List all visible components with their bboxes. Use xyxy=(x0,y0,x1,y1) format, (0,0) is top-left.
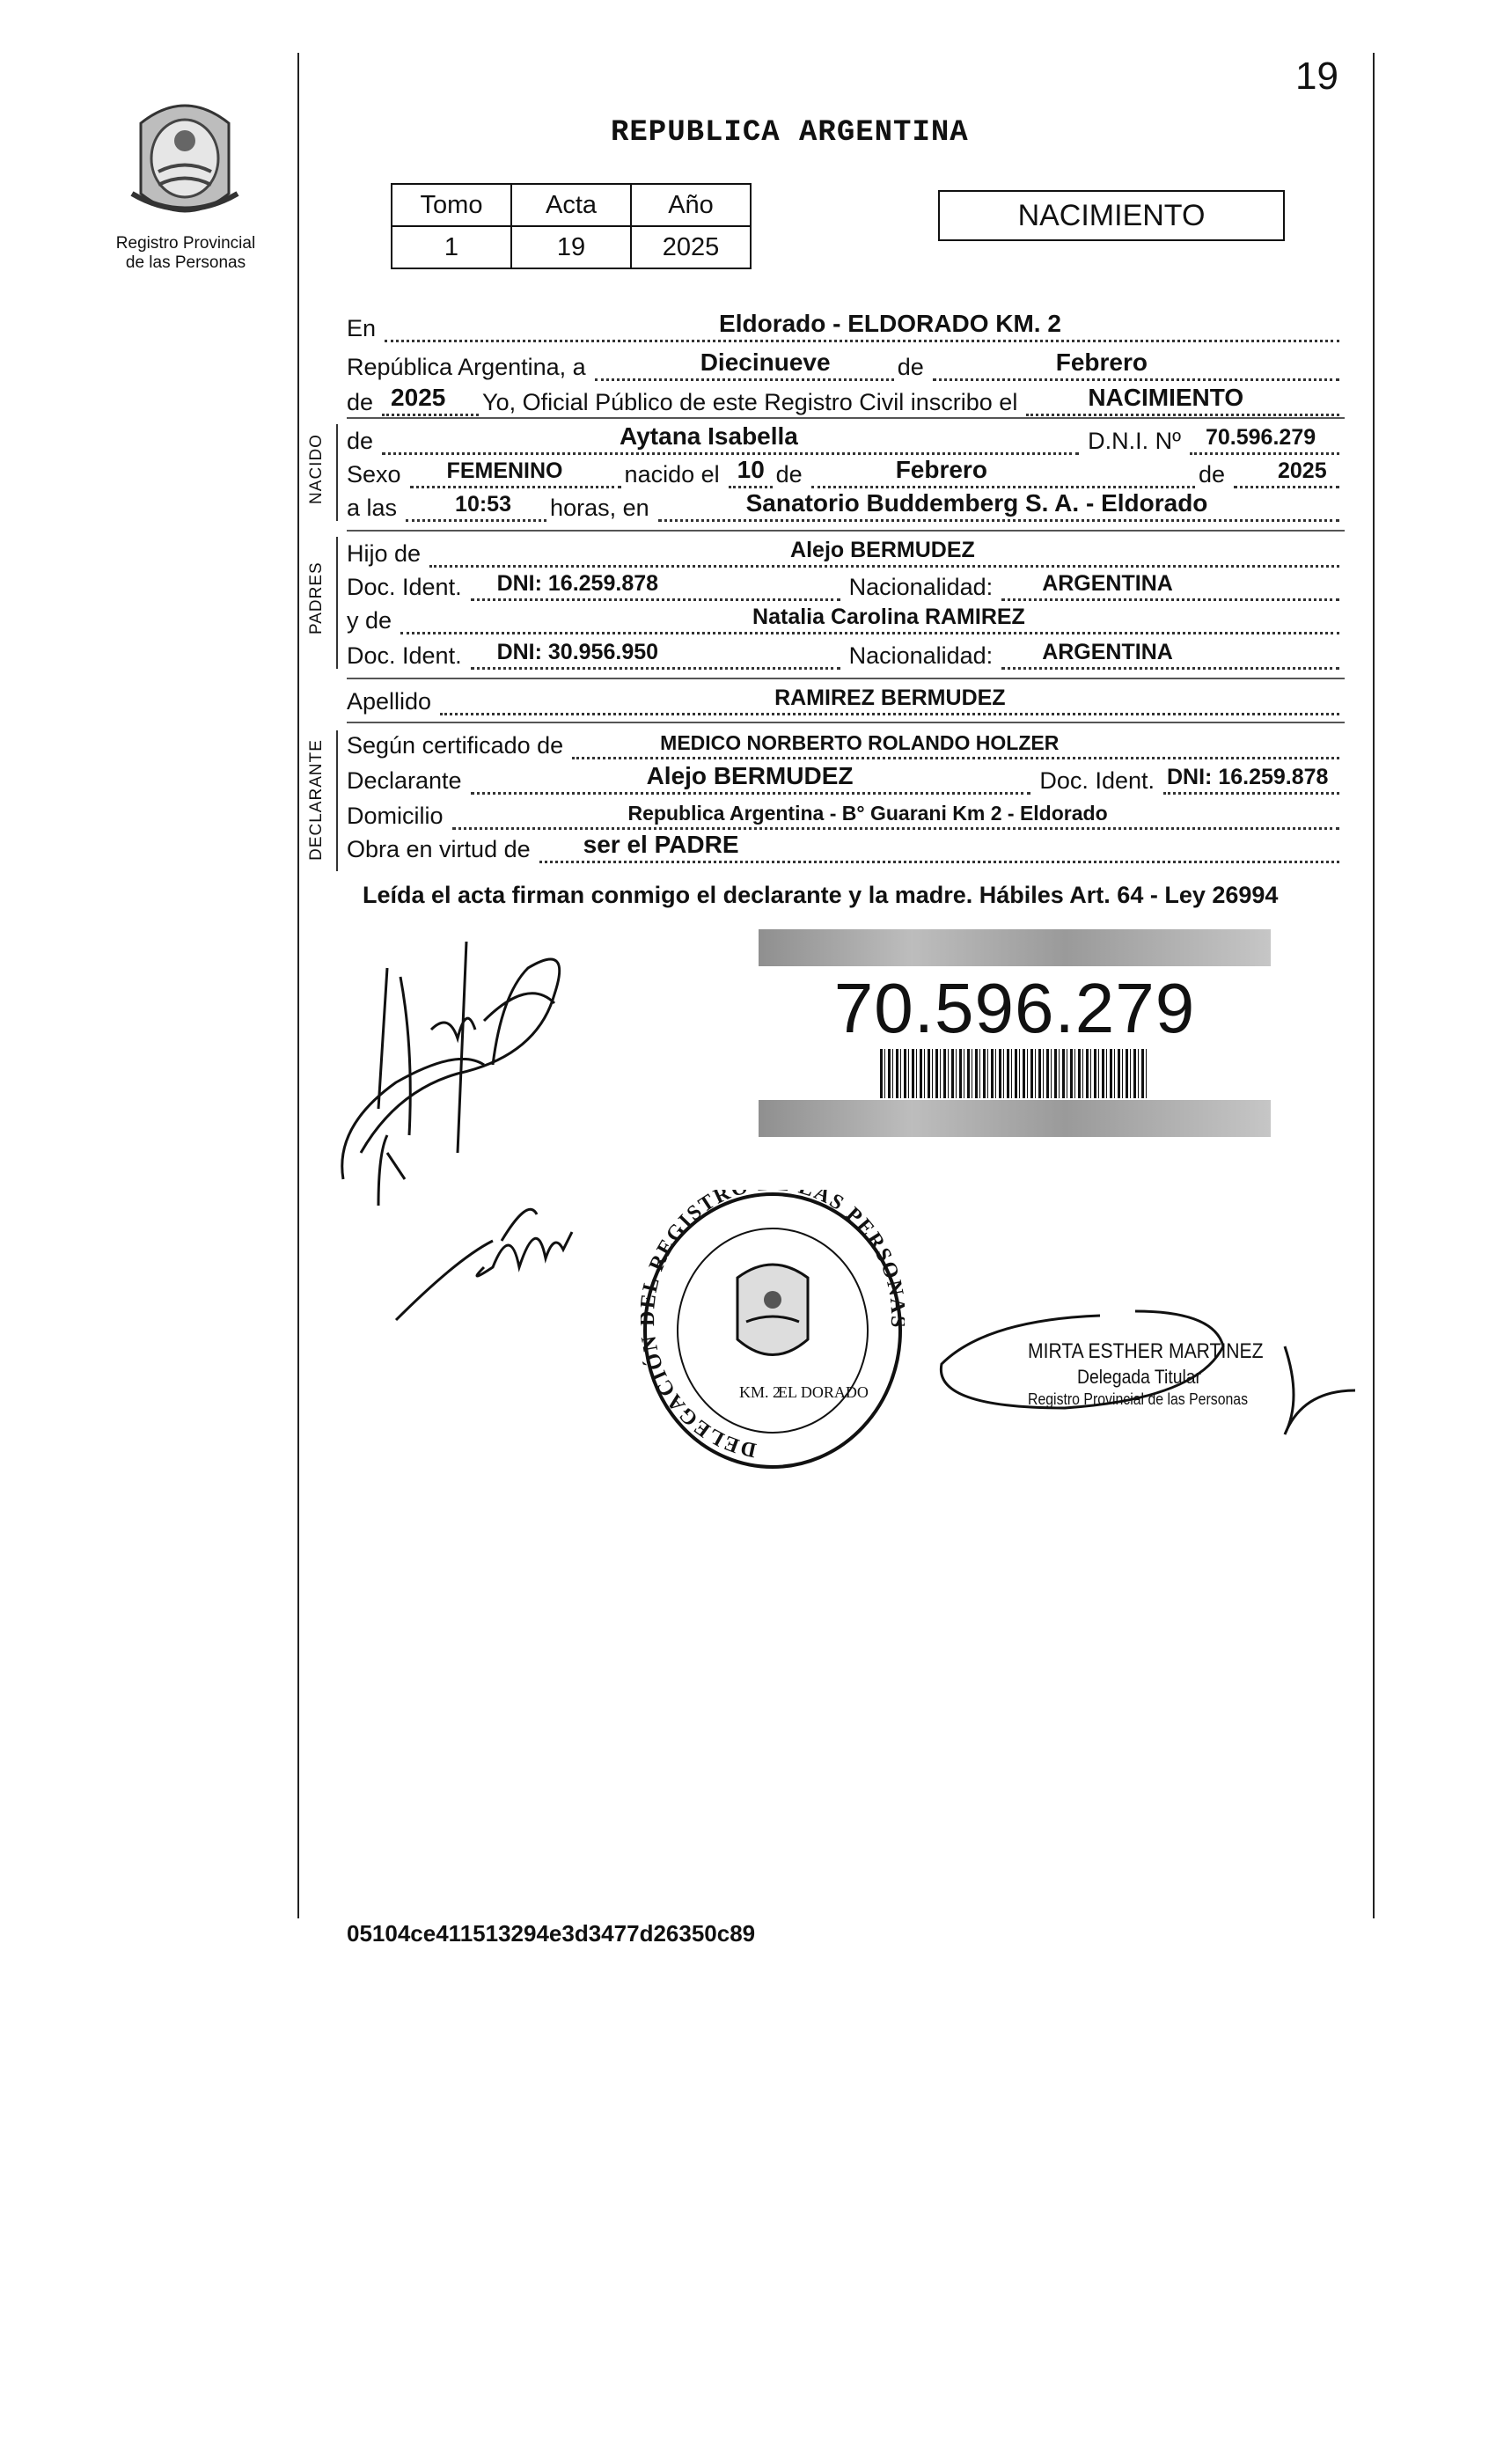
registry-name: Registro Provincial de las Personas xyxy=(115,234,256,272)
closing-note: Leída el acta firman conmigo el declarante y la madre. Hábiles Art. 64 - Ley 26994 xyxy=(363,882,1279,908)
separator-nacido xyxy=(347,417,1345,419)
page-number: 19 xyxy=(1295,55,1338,98)
stamp-ring-text: DELEGACIÓ L REGISTR AS PERSO xyxy=(641,1190,904,1462)
official-role: Delegada Titular xyxy=(1077,1366,1201,1388)
nacido-bracket xyxy=(336,424,338,521)
mother-doc-row: Doc. Ident. DNI: 30.956.950 Nacionalidad: ARGENTINA xyxy=(347,641,1343,670)
nacido-section-label: NACIDO xyxy=(307,434,326,504)
place-row: En Eldorado - ELDORADO KM. 2 xyxy=(347,313,1343,342)
birth-year-value: 2025 xyxy=(1278,458,1327,483)
domicilio-row: Domicilio Republica Argentina - B° Guarani Km 2 - Eldorado xyxy=(347,801,1343,830)
apellido-value: RAMIREZ BERMUDEZ xyxy=(774,686,1006,710)
certificado-row: Según certificado de MEDICO NORBERTO ROLANDO HOLZER xyxy=(347,730,1343,759)
date-row: República Argentina, a Diecinueve de Febrero xyxy=(347,352,1343,381)
mother-doc-value: DNI: 30.956.950 xyxy=(496,640,659,664)
father-name-value: Alejo BERMUDEZ xyxy=(790,538,975,562)
obra-value: ser el PADRE xyxy=(583,831,739,858)
declarante-row: Declarante Alejo BERMUDEZ Doc. Ident. DNI: 16.259.878 xyxy=(347,766,1343,795)
padres-section-label: PADRES xyxy=(307,561,326,634)
father-row: Hijo de Alejo BERMUDEZ xyxy=(347,539,1343,568)
mother-name-value: Natalia Carolina RAMIREZ xyxy=(752,605,1025,629)
official-name: MIRTA ESTHER MARTINEZ xyxy=(1028,1339,1264,1363)
id-barcode-card xyxy=(759,929,1271,1137)
tomo-value: 1 xyxy=(392,226,511,268)
stamp-town-text: EL DORADO xyxy=(778,1383,869,1401)
separator-declarante xyxy=(347,722,1345,723)
apellido-row: Apellido RAMIREZ BERMUDEZ xyxy=(347,686,1343,715)
barcode-panel xyxy=(759,966,1271,1100)
acta-header: Acta xyxy=(511,184,631,226)
separator-apellido xyxy=(347,678,1345,679)
father-doc-row: Doc. Ident. DNI: 16.259.878 Nacionalidad: ARGENTINA xyxy=(347,572,1343,601)
anio-header: Año xyxy=(631,184,751,226)
stamp-km-text: KM. 2 xyxy=(739,1383,781,1401)
day-value: Diecinueve xyxy=(700,348,831,376)
oficial-row: de 2025 Yo, Oficial Público de este Registro Civil inscribo el NACIMIENTO xyxy=(347,387,1343,416)
child-name-value: Aytana Isabella xyxy=(620,422,798,450)
acta-value: 19 xyxy=(511,226,631,268)
province-logo xyxy=(123,88,246,229)
declarante-value: Alejo BERMUDEZ xyxy=(646,762,854,789)
anio-value: 2025 xyxy=(631,226,751,268)
father-doc-value: DNI: 16.259.878 xyxy=(496,571,659,596)
declarante-section-label: DECLARANTE xyxy=(307,739,326,861)
certificado-value: MEDICO NORBERTO ROLANDO HOLZER xyxy=(660,731,1060,754)
hora-row: a las 10:53 horas, en Sanatorio Buddemberg S. A. - Eldorado xyxy=(347,493,1343,522)
official-office: Registro Provincial de las Personas xyxy=(1028,1390,1249,1408)
sexo-row: Sexo FEMENINO nacido el 10 de Febrero de 2025 xyxy=(347,459,1343,488)
birth-time-value: 10:53 xyxy=(455,492,511,517)
right-border-line xyxy=(1373,53,1375,1918)
father-nat-value: ARGENTINA xyxy=(1042,571,1173,596)
mother-nat-value: ARGENTINA xyxy=(1042,640,1173,664)
month-value: Febrero xyxy=(1055,348,1148,376)
padres-bracket xyxy=(336,537,338,669)
birth-day-value: 10 xyxy=(737,456,765,483)
place-value: Eldorado - ELDORADO KM. 2 xyxy=(719,310,1061,337)
sexo-value: FEMENINO xyxy=(446,458,563,483)
nacido-name-row: de Aytana Isabella D.N.I. Nº 70.596.279 xyxy=(347,426,1343,455)
act-type-value: NACIMIENTO xyxy=(1088,384,1244,411)
child-dni-value: 70.596.279 xyxy=(1206,425,1316,450)
official-stamp xyxy=(641,1190,905,1471)
declarante-bracket xyxy=(336,730,338,871)
left-border-line xyxy=(297,53,299,1918)
birth-place-value: Sanatorio Buddemberg S. A. - Eldorado xyxy=(745,489,1208,517)
record-table xyxy=(391,183,752,269)
barcode-bars xyxy=(880,1049,1149,1098)
mother-row: y de Natalia Carolina RAMIREZ xyxy=(347,605,1343,634)
obra-row: Obra en virtud de ser el PADRE xyxy=(347,834,1343,863)
domicilio-value: Republica Argentina - B° Guarani Km 2 - Eldorado xyxy=(627,802,1108,825)
record-type-box: NACIMIENTO xyxy=(938,190,1285,241)
tomo-header: Tomo xyxy=(392,184,511,226)
document-title: REPUBLICA ARGENTINA xyxy=(611,116,969,150)
birth-month-value: Febrero xyxy=(895,456,987,483)
declarante-doc-value: DNI: 16.259.878 xyxy=(1167,765,1329,789)
mother-signature xyxy=(387,1162,598,1329)
document-hash: 05104ce411513294e3d3477d26350c89 xyxy=(347,1920,756,1947)
barcode-number: 70.596.279 xyxy=(833,969,1196,1047)
separator-padres xyxy=(347,530,1345,532)
year-value: 2025 xyxy=(391,384,446,411)
